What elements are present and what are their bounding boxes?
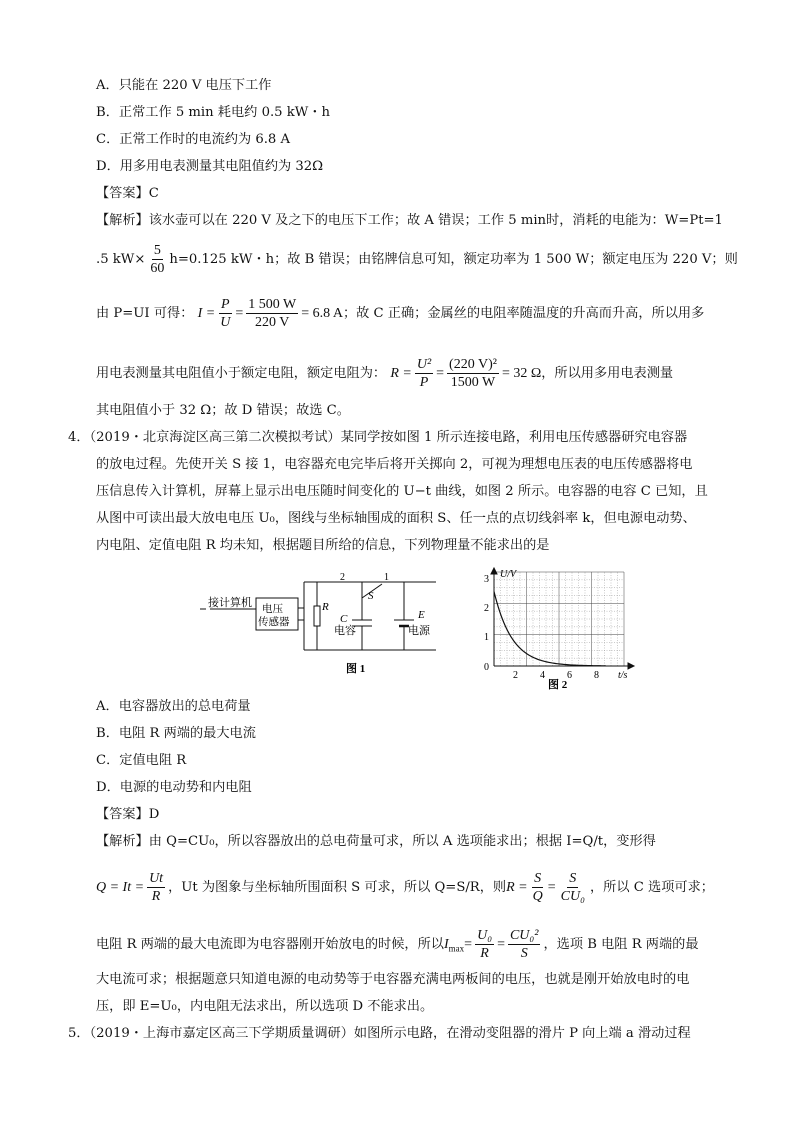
- fraction: [559, 870, 587, 905]
- x-tick-4: 4: [540, 670, 545, 681]
- fraction: [218, 296, 232, 331]
- q4-answer: [96, 805, 159, 825]
- q4-option-a: A．电容器放出的总电荷量: [96, 699, 251, 714]
- equation-lhs: I: [444, 937, 449, 952]
- x-tick-2: 2: [513, 670, 518, 681]
- equals: =: [436, 366, 445, 381]
- numerator: S: [569, 871, 577, 886]
- equals: =: [497, 937, 505, 952]
- analysis-text: 由 Q=CU₀，所以容器放出的总电荷量可求，所以 A 选项能求出；根据 I=Q/t，变形得: [148, 834, 656, 849]
- c-label: C: [340, 613, 348, 625]
- answer-value: C: [148, 186, 159, 201]
- q3-analysis-line-3: [96, 296, 704, 331]
- capacitor-name: 电容: [334, 625, 356, 637]
- q3-analysis-line-2: [96, 242, 738, 277]
- sensor-label-1: 电压: [262, 604, 283, 615]
- q4-option-c: C．定值电阻 R: [96, 753, 187, 768]
- equation-result: = 32 Ω: [501, 366, 542, 381]
- fraction: [415, 356, 433, 391]
- analysis-text: 用电表测量其电阻值小于额定电阻，额定电阻为：: [96, 366, 387, 381]
- numerator: CU₀²: [509, 928, 539, 943]
- q4-stem-line-2: 的放电过程。先使开关 S 接 1，电容器充电完毕后将开关掷向 2，可视为理想电压表的电压传感器将电: [96, 457, 693, 472]
- fraction: [475, 927, 494, 962]
- x-tick-6: 6: [567, 670, 572, 681]
- q4-analysis-line-5: 压，即 E=U₀，内电阻无法求出，所以选项 D 不能求出。: [96, 999, 434, 1014]
- analysis-text: ，所以 C 选项可求；: [589, 880, 714, 895]
- equals: =: [235, 306, 244, 321]
- denominator: CU₀: [560, 889, 585, 904]
- numerator: U²: [416, 357, 432, 372]
- q4-option-d: D．电源的电动势和内电阻: [96, 780, 252, 795]
- discharge-curve: [494, 591, 606, 665]
- denominator: R: [480, 946, 489, 961]
- figure-2-graph: [478, 566, 638, 690]
- q3-analysis-line-1: [96, 211, 723, 231]
- q4-analysis-line-3: [96, 927, 699, 962]
- sensor-label-2: 传感器: [258, 617, 290, 628]
- analysis-label: 【解析】: [96, 213, 149, 228]
- fraction: [148, 242, 166, 277]
- q3-option-d: D．用多用电表测量其电阻值约为 32Ω: [96, 159, 324, 174]
- fraction: [246, 296, 298, 331]
- equation-lhs: R =: [390, 366, 412, 381]
- numerator: Ut: [149, 871, 164, 886]
- analysis-text: 电阻 R 两端的最大电流即为电容器刚开始放电的时候，所以: [96, 937, 444, 952]
- q4-analysis-line-2: [96, 870, 714, 905]
- x-axis-arrow: [628, 663, 634, 669]
- q3-answer: [96, 184, 159, 204]
- q4-stem-line-5: 内电阻、定值电阻 R 均未知，根据题目所给的信息，下列物理量不能求出的是: [96, 538, 550, 553]
- y-axis-label: U/V: [500, 569, 517, 580]
- q3-option-a: A．只能在 220 V 电压下工作: [96, 78, 272, 93]
- equation-lhs: I =: [197, 306, 216, 321]
- s-label: S: [368, 590, 374, 602]
- numerator: S: [534, 871, 542, 886]
- answer-value: D: [148, 807, 160, 822]
- analysis-text: ，选项 B 电阻 R 两端的最: [543, 937, 699, 952]
- resistor-r: [314, 606, 320, 626]
- fraction: [531, 870, 545, 905]
- y-tick-3: 3: [484, 574, 489, 585]
- figure-2-caption: 图 2: [548, 679, 568, 690]
- q4-analysis-line-4: 大电流可求；根据题意只知道电源的电动势等于电容器充满电两板间的电压，也就是刚开始放电时的电: [96, 972, 690, 987]
- y-tick-2: 2: [484, 603, 489, 614]
- analysis-text: ，Ut 为图象与坐标轴所围面积 S 可求，所以 Q=S/R，则: [168, 880, 507, 895]
- switch-position-2: 2: [340, 572, 345, 583]
- denominator: U: [220, 315, 231, 330]
- q4-stem-line-3: 压信息传入计算机，屏幕上显示出电压随时间变化的 U−t 曲线，如图 2 所示。电容器的电容 C 已知，且: [96, 484, 708, 499]
- q4-stem-line-1: 4．（2019・北京海淀区高三第二次模拟考试）某同学按如图 1 所示连接电路，利用电压传感器研究电容器: [68, 430, 688, 445]
- answer-label: 【答案】: [96, 186, 149, 201]
- analysis-text: h=0.125 kW・h；故 B 错误；由铭牌信息可知，额定功率为 1 500 W；额定电压为 220 V；则: [169, 252, 738, 267]
- analysis-text: ；故 C 正确；金属丝的电阻率随温度的升高而升高，所以用多: [342, 306, 705, 321]
- equation-lhs: Q = It =: [96, 880, 145, 895]
- e-label: E: [418, 609, 425, 621]
- numerator: U₀: [477, 928, 493, 943]
- switch-position-1: 1: [384, 572, 389, 583]
- denominator: P: [419, 375, 429, 390]
- fraction: [508, 927, 541, 962]
- analysis-text: 由 P=UI 可得：: [96, 306, 194, 321]
- numerator: 5: [153, 243, 161, 258]
- y-tick-0: 0: [484, 662, 489, 673]
- subscript: max: [448, 943, 465, 954]
- fraction: [147, 870, 165, 905]
- q4-stem-line-4: 从图中可读出最大放电电压 U₀，图线与坐标轴围成的面积 S、任一点的点切线斜率 k，但电源电动势、: [96, 511, 696, 526]
- equals: =: [464, 937, 473, 952]
- q5-stem-line-1: 5．（2019・上海市嘉定区高三下学期质量调研）如图所示电路，在滑动变阻器的滑片 P 向上端 a 滑动过程: [68, 1026, 691, 1041]
- analysis-label: 【解析】: [96, 834, 149, 849]
- graph-grid: [494, 572, 624, 666]
- y-tick-1: 1: [484, 632, 489, 643]
- denominator: 60: [150, 261, 165, 276]
- fraction: [447, 356, 499, 391]
- computer-label: 接计算机: [208, 597, 252, 609]
- denominator: R: [151, 889, 161, 904]
- x-axis-label: t/s: [618, 670, 628, 681]
- denominator: Q: [532, 889, 543, 904]
- q4-analysis-line-1: [96, 832, 656, 852]
- numerator: (220 V)²: [449, 357, 497, 372]
- analysis-text: 该水壶可以在 220 V 及之下的电压下工作；故 A 错误；工作 5 min时，消耗的电能为：W=Pt=1: [148, 213, 723, 228]
- q4-option-b: B．电阻 R 两端的最大电流: [96, 726, 256, 741]
- figure-1-caption: 图 1: [346, 663, 366, 675]
- x-tick-8: 8: [594, 670, 599, 681]
- denominator: S: [520, 946, 528, 961]
- q3-option-c: C．正常工作时的电流约为 6.8 A: [96, 132, 291, 147]
- equals: =: [547, 880, 556, 895]
- equation-lhs: R =: [506, 880, 528, 895]
- numerator: P: [220, 297, 230, 312]
- r-label: R: [322, 601, 329, 613]
- equation-result: = 6.8 A: [301, 306, 343, 321]
- analysis-text: ，所以用多用电表测量: [541, 366, 674, 381]
- analysis-text: .5 kW×: [96, 252, 146, 267]
- denominator: 1500 W: [450, 375, 496, 390]
- source-name: 电源: [408, 625, 430, 637]
- numerator: 1 500 W: [248, 297, 297, 312]
- figure-1-circuit: [196, 572, 450, 678]
- denominator: 220 V: [255, 315, 290, 330]
- answer-label: 【答案】: [96, 807, 149, 822]
- q3-analysis-line-4: [96, 356, 673, 391]
- q3-option-b: B．正常工作 5 min 耗电约 0.5 kW・h: [96, 105, 330, 120]
- y-axis-arrow: [491, 568, 497, 574]
- q3-analysis-line-5: 其电阻值小于 32 Ω；故 D 错误；故选 C。: [96, 403, 350, 418]
